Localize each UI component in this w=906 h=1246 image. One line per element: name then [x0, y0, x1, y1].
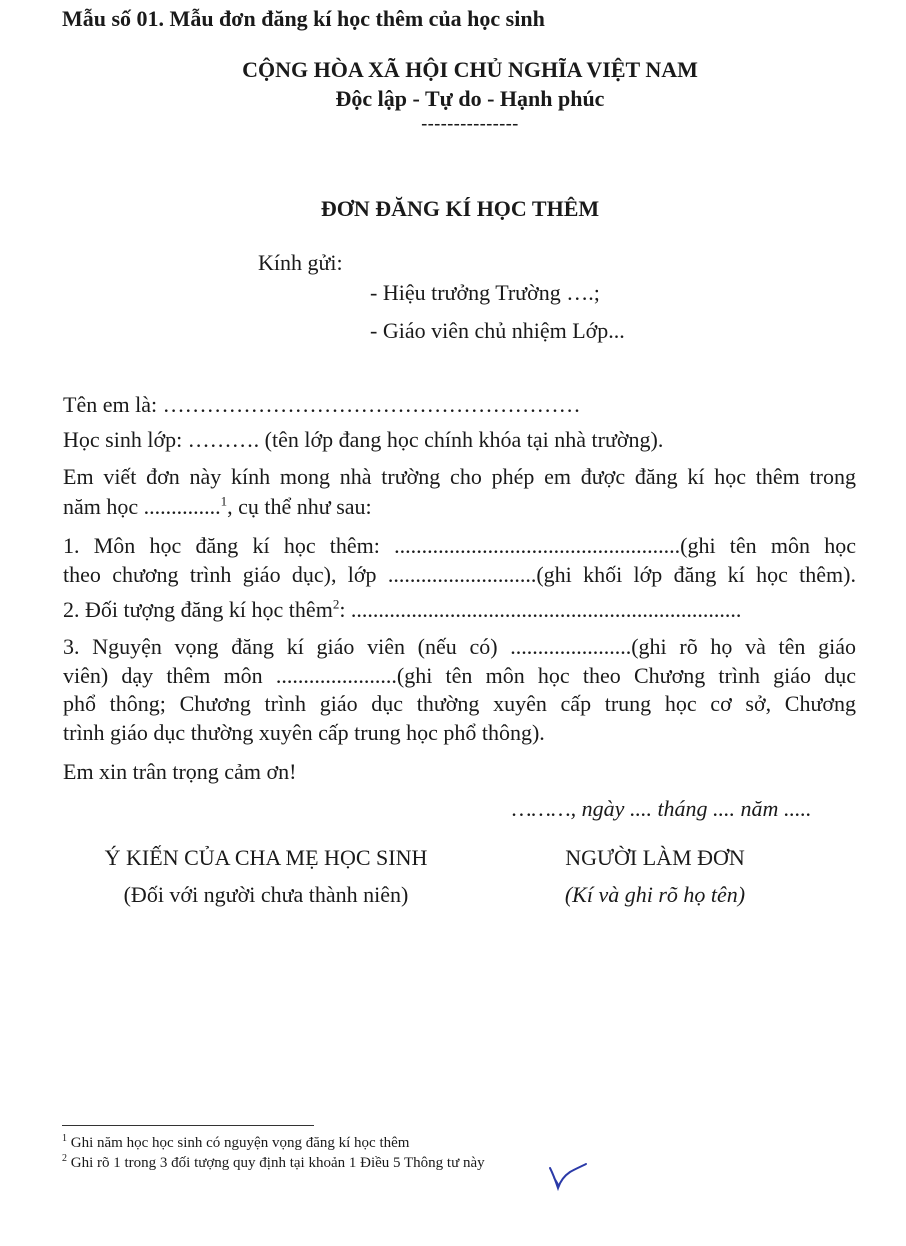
footnote-2-number: 2 [62, 1153, 67, 1164]
footnote-ref-1: 1 [220, 493, 228, 509]
request-line-2-tail: , cụ thể như sau: [227, 494, 372, 519]
document-title: ĐƠN ĐĂNG KÍ HỌC THÊM [320, 196, 600, 221]
footnote-2 [62, 1155, 485, 1172]
item3-line-3: phổ thông; Chương trình giáo dục thường xuyên cấp trung học cơ sở, Chương [63, 691, 856, 716]
parent-opinion-note: (Đối với người chưa thành niên) [123, 882, 409, 907]
recipient-teacher: - Giáo viên chủ nhiệm Lớp... [370, 318, 625, 343]
national-motto: Độc lập - Tự do - Hạnh phúc [335, 86, 605, 111]
parent-opinion-title: Ý KIẾN CỦA CHA MẸ HỌC SINH [104, 845, 428, 870]
item3-line-1: 3. Nguyện vọng đăng kí giáo viên (nếu có) ......................(ghi rõ họ và tên giáo [63, 634, 856, 659]
date-line: ………, ngày .... tháng .... năm ..... [512, 796, 812, 821]
item3-line-4: trình giáo dục thường xuyên cấp trung học phổ thông). [63, 720, 545, 745]
footnote-divider [62, 1125, 314, 1126]
item2-line [63, 597, 741, 623]
handwritten-check-mark [548, 1158, 588, 1194]
salutation: Kính gửi: [258, 250, 343, 275]
form-label: Mẫu số 01. Mẫu đơn đăng kí học thêm của học sinh [62, 6, 545, 31]
recipient-principal: - Hiệu trưởng Trường ….; [370, 280, 600, 305]
footnote-1 [62, 1135, 409, 1152]
header-separator: --------------- [421, 113, 519, 133]
item1-line-2: theo chương trình giáo dục), lớp ...........................(ghi khối lớp đăng kí học thêm). [63, 562, 856, 587]
school-year-blank: năm học .............. [63, 494, 221, 519]
request-line-2 [63, 494, 372, 520]
footnote-1-number: 1 [62, 1133, 67, 1144]
national-title: CỘNG HÒA XÃ HỘI CHỦ NGHĨA VIỆT NAM [242, 57, 698, 82]
footnote-ref-2: 2 [332, 596, 340, 612]
item3-line-2: viên) dạy thêm môn ......................(ghi tên môn học theo Chương trình giáo dục [63, 663, 856, 688]
footnote-2-text: Ghi rõ 1 trong 3 đối tượng quy định tại khoản 1 Điều 5 Thông tư này [67, 1155, 485, 1171]
class-line: Học sinh lớp: ………. (tên lớp đang học chính khóa tại nhà trường). [63, 427, 664, 452]
item2-label: 2. Đối tượng đăng kí học thêm [63, 597, 333, 622]
name-line: Tên em là: ………………………………………………… [63, 392, 581, 417]
item1-line-1: 1. Môn học đăng kí học thêm: ....................................................(ghi tên môn học [63, 533, 856, 558]
applicant-title: NGƯỜI LÀM ĐƠN [565, 845, 745, 870]
request-line-1: Em viết đơn này kính mong nhà trường cho phép em được đăng kí học thêm trong [63, 464, 856, 489]
applicant-note: (Kí và ghi rõ họ tên) [564, 882, 746, 907]
thanks-line: Em xin trân trọng cảm ơn! [63, 759, 297, 784]
footnote-1-text: Ghi năm học học sinh có nguyện vọng đăng kí học thêm [67, 1135, 410, 1151]
item2-blank: : ....................................................................... [339, 597, 742, 622]
